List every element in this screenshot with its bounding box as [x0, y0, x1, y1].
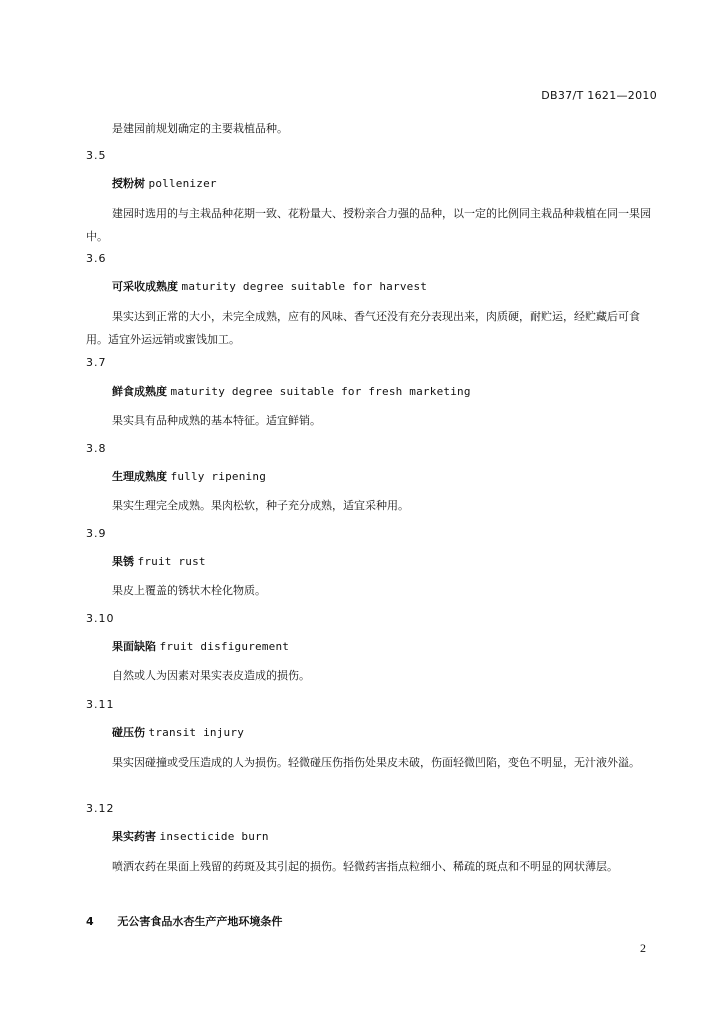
term-definition: 果实具有品种成熟的基本特征。适宜鲜销。 — [112, 414, 321, 427]
chapter-title: 无公害食品水杏生产产地环境条件 — [117, 915, 283, 928]
term-en: pollenizer — [148, 177, 217, 190]
term-heading — [112, 554, 206, 570]
section-number: 3.11 — [86, 698, 115, 711]
term-en: transit injury — [148, 726, 245, 739]
term-en: maturity degree suitable for harvest — [181, 280, 428, 293]
term-en: insecticide burn — [159, 830, 269, 843]
page-number: 2 — [640, 941, 646, 955]
term-heading — [112, 639, 289, 655]
term-heading — [112, 279, 427, 295]
term-definition: 果皮上覆盖的锈状木栓化物质。 — [112, 584, 266, 597]
term-heading — [112, 176, 217, 192]
term-en: fruit rust — [137, 555, 206, 568]
intro-text: 是建园前规划确定的主要栽植品种。 — [112, 122, 288, 135]
term-cn: 果实药害 — [112, 830, 156, 843]
section-number: 3.6 — [86, 252, 107, 265]
term-definition: 建园时选用的与主栽品种花期一致、花粉量大、授粉亲合力强的品种，以一定的比例同主栽品种栽植在同一果园中。 — [86, 207, 651, 243]
term-heading — [112, 725, 244, 741]
term-en: fruit disfigurement — [159, 640, 290, 653]
term-cn: 果锈 — [112, 555, 134, 568]
section-number: 3.9 — [86, 527, 107, 540]
section-number: 3.7 — [86, 356, 107, 369]
section-number: 3.5 — [86, 149, 107, 162]
term-en: fully ripening — [170, 470, 267, 483]
term-cn: 生理成熟度 — [112, 470, 167, 483]
chapter-heading — [86, 914, 282, 930]
section-number: 3.12 — [86, 802, 115, 815]
term-heading — [112, 469, 266, 485]
section-number: 3.10 — [86, 612, 115, 625]
term-definition: 喷洒农药在果面上残留的药斑及其引起的损伤。轻微药害指点粒细小、稀疏的斑点和不明显的网状薄层。 — [112, 860, 618, 873]
term-definition: 果实因碰撞或受压造成的人为损伤。轻微碰压伤指伤处果皮未破，伤面轻微凹陷，变色不明显，无汁液外溢。 — [112, 756, 640, 769]
chapter-number: 4 — [86, 915, 94, 928]
term-cn: 授粉树 — [112, 177, 145, 190]
term-heading — [112, 384, 471, 400]
term-definition: 自然或人为因素对果实表皮造成的损伤。 — [112, 669, 310, 682]
section-number: 3.8 — [86, 442, 107, 455]
term-definition: 果实生理完全成熟。果肉松软，种子充分成熟，适宜采种用。 — [112, 499, 409, 512]
standard-code: DB37/T 1621—2010 — [541, 89, 657, 102]
term-cn: 可采收成熟度 — [112, 280, 178, 293]
term-cn: 碰压伤 — [112, 726, 145, 739]
term-definition: 果实达到正常的大小，未完全成熟，应有的风味、香气还没有充分表现出来，肉质硬，耐贮运，经贮藏后可食用。适宜外运远销或蜜饯加工。 — [86, 310, 640, 346]
term-cn: 果面缺陷 — [112, 640, 156, 653]
term-heading — [112, 829, 269, 845]
term-cn: 鲜食成熟度 — [112, 385, 167, 398]
term-en: maturity degree suitable for fresh marketing — [170, 385, 471, 398]
